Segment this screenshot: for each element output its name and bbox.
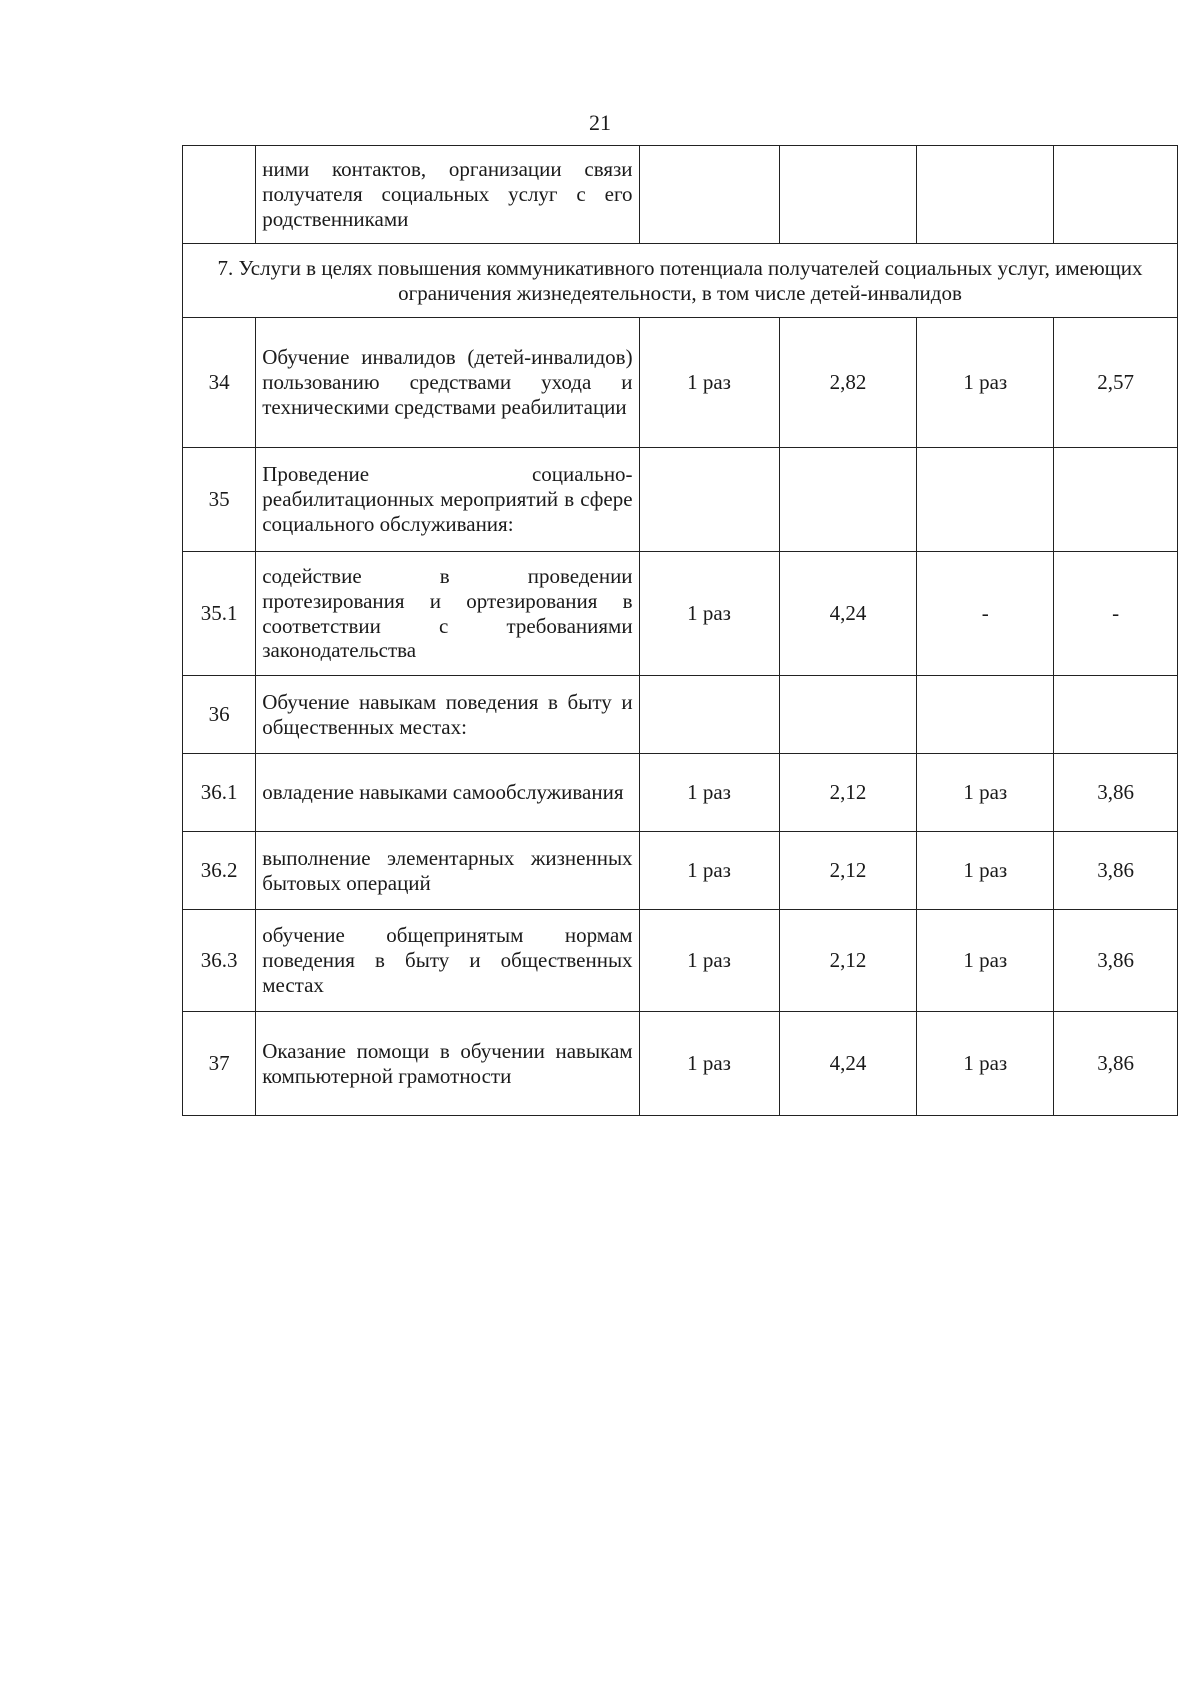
row-description-cell: ними контактов, организации связи получателя социальных услуг с его родственниками (256, 146, 639, 244)
row-frequency-alt-cell: 1 раз (917, 754, 1054, 832)
row-description-cell: содействие в проведении протезирования и ортезирования в соответствии с требованиями законодательства (256, 552, 639, 676)
row-description-cell: обучение общепринятым нормам поведения в быту и общественных местах (256, 910, 639, 1012)
row-frequency-cell (639, 146, 779, 244)
table-row (183, 832, 1178, 910)
row-frequency-cell: 1 раз (639, 754, 779, 832)
table-row (183, 1012, 1178, 1116)
row-cost-cell: 2,82 (779, 318, 917, 448)
row-number-cell: 36 (183, 676, 256, 754)
row-number-cell: 36.3 (183, 910, 256, 1012)
row-frequency-alt-cell: - (917, 552, 1054, 676)
row-number-cell: 36.1 (183, 754, 256, 832)
table-row (183, 448, 1178, 552)
table-row-continuation (183, 146, 1178, 244)
row-number-cell (183, 146, 256, 244)
row-cost-alt-cell (1054, 146, 1178, 244)
row-cost-cell: 2,12 (779, 910, 917, 1012)
row-number-cell: 35.1 (183, 552, 256, 676)
row-description-cell: овладение навыками самообслуживания (256, 754, 639, 832)
row-frequency-alt-cell: 1 раз (917, 1012, 1054, 1116)
row-cost-cell: 2,12 (779, 754, 917, 832)
row-frequency-cell: 1 раз (639, 318, 779, 448)
row-cost-alt-cell: 3,86 (1054, 754, 1178, 832)
row-cost-alt-cell: - (1054, 552, 1178, 676)
row-number-cell: 37 (183, 1012, 256, 1116)
page-number: 21 (589, 110, 611, 135)
row-frequency-alt-cell (917, 448, 1054, 552)
row-number-cell: 34 (183, 318, 256, 448)
table-row (183, 754, 1178, 832)
row-cost-alt-cell: 3,86 (1054, 832, 1178, 910)
row-frequency-alt-cell (917, 146, 1054, 244)
row-cost-cell (779, 448, 917, 552)
row-cost-cell (779, 676, 917, 754)
row-frequency-alt-cell: 1 раз (917, 318, 1054, 448)
section-title: 7. Услуги в целях повышения коммуникативного потенциала получателей социальных услуг, имеющих ограничения жизнедеятельности, в том числе детей-инвалидов (183, 244, 1178, 318)
row-cost-alt-cell (1054, 676, 1178, 754)
row-cost-cell: 2,12 (779, 832, 917, 910)
row-cost-alt-cell: 2,57 (1054, 318, 1178, 448)
table-row (183, 910, 1178, 1012)
row-cost-alt-cell: 3,86 (1054, 910, 1178, 1012)
row-frequency-cell (639, 676, 779, 754)
services-table (182, 145, 1178, 1116)
row-number-cell: 36.2 (183, 832, 256, 910)
row-frequency-alt-cell: 1 раз (917, 910, 1054, 1012)
row-frequency-cell (639, 448, 779, 552)
table-row (183, 552, 1178, 676)
row-frequency-cell: 1 раз (639, 1012, 779, 1116)
row-cost-cell: 4,24 (779, 552, 917, 676)
row-cost-alt-cell: 3,86 (1054, 1012, 1178, 1116)
row-description-cell: Обучение инвалидов (детей-инвалидов) пользованию средствами ухода и техническими средствами реабилитации (256, 318, 639, 448)
table-row (183, 676, 1178, 754)
section-header-row (183, 244, 1178, 318)
row-description-cell: выполнение элементарных жизненных бытовых операций (256, 832, 639, 910)
row-frequency-cell: 1 раз (639, 552, 779, 676)
row-frequency-alt-cell (917, 676, 1054, 754)
row-number-cell: 35 (183, 448, 256, 552)
row-description-cell: Оказание помощи в обучении навыкам компьютерной грамотности (256, 1012, 639, 1116)
row-frequency-cell: 1 раз (639, 910, 779, 1012)
row-description-cell: Обучение навыкам поведения в быту и общественных местах: (256, 676, 639, 754)
row-frequency-alt-cell: 1 раз (917, 832, 1054, 910)
row-description-cell: Проведение социально-реабилитационных мероприятий в сфере социального обслуживания: (256, 448, 639, 552)
table-row (183, 318, 1178, 448)
row-cost-alt-cell (1054, 448, 1178, 552)
row-frequency-cell: 1 раз (639, 832, 779, 910)
row-cost-cell: 4,24 (779, 1012, 917, 1116)
row-cost-cell (779, 146, 917, 244)
